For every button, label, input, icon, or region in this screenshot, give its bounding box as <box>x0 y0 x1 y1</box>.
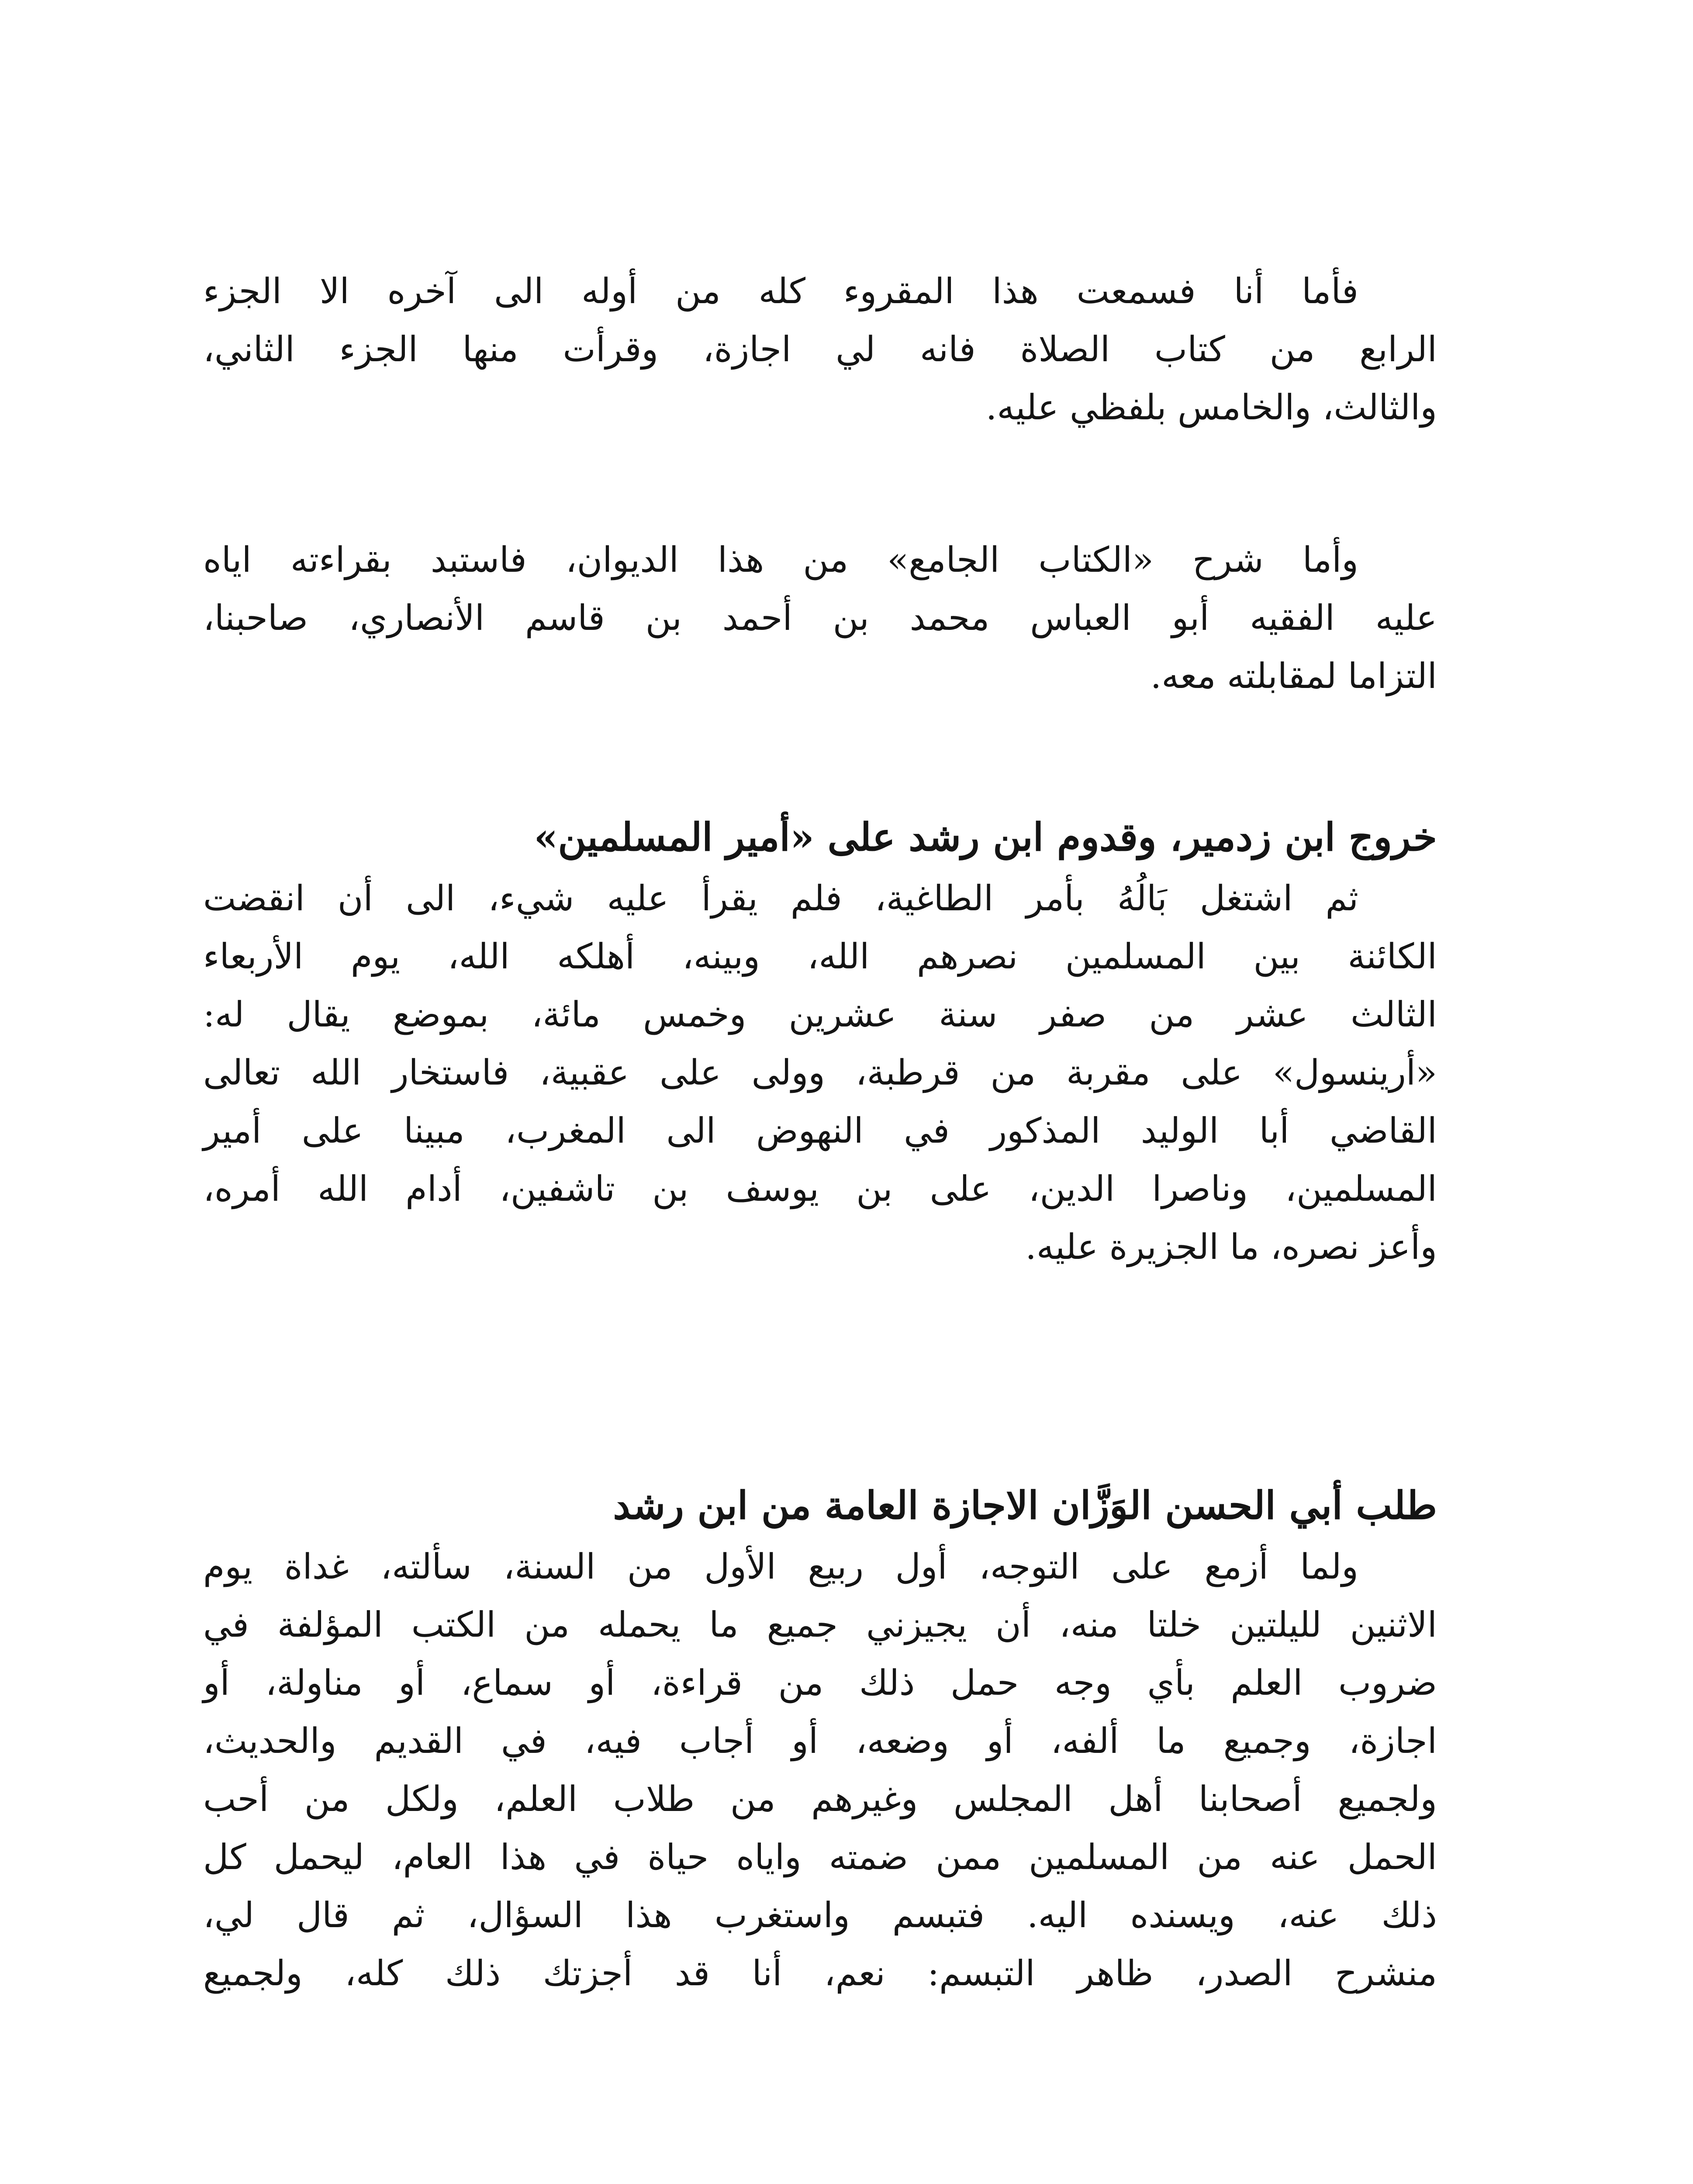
text-line: الحمل عنه من المسلمين ممن ضمته واياه حياة في هذا العام، ليحمل كل <box>203 1837 1437 1877</box>
text-line: الرابع من كتاب الصلاة فانه لي اجازة، وقرأت منها الجزء الثاني، <box>203 329 1437 370</box>
text-line: فأما أنا فسمعت هذا المقروء كله من أوله الى آخره الا الجزء <box>203 271 1358 311</box>
text-line: المسلمين، وناصرا الدين، على بن يوسف بن تاشفين، أدام الله أمره، <box>203 1168 1437 1209</box>
text-line: منشرح الصدر، ظاهر التبسم: نعم، أنا قد أجزتك ذلك كله، ولجميع <box>203 1953 1437 1994</box>
section-heading-2: طلب أبي الحسن الوَزَّان الاجازة العامة من ابن رشد <box>613 1482 1437 1528</box>
text-line: ولما أزمع على التوجه، أول ربيع الأول من السنة، سألته، غداة يوم <box>203 1546 1358 1587</box>
text-line: التزاما لمقابلته معه. <box>1150 656 1437 696</box>
text-line: ذلك عنه، ويسنده اليه. فتبسم واستغرب هذا السؤال، ثم قال لي، <box>203 1895 1437 1935</box>
text-line: اجازة، وجميع ما ألفه، أو وضعه، أو أجاب فيه، في القديم والحديث، <box>203 1721 1437 1761</box>
text-line: ضروب العلم بأي وجه حمل ذلك من قراءة، أو سماع، أو مناولة، أو <box>203 1662 1437 1703</box>
text-line: الثالث عشر من صفر سنة عشرين وخمس مائة، بموضع يقال له: <box>203 994 1437 1035</box>
text-line: ولجميع أصحابنا أهل المجلس وغيرهم من طلاب العلم، ولكل من أحب <box>203 1779 1437 1819</box>
paragraph-4 <box>203 1538 1437 2002</box>
paragraph-1 <box>203 262 1437 436</box>
text-line: القاضي أبا الوليد المذكور في النهوض الى المغرب، مبينا على أمير <box>203 1110 1437 1151</box>
text-line: والثالث، والخامس بلفظي عليه. <box>985 387 1437 428</box>
text-line: ثم اشتغل بَالُهُ بأمر الطاغية، فلم يقرأ عليه شيء، الى أن انقضت <box>203 878 1358 919</box>
text-line: «أرينسول» على مقربة من قرطبة، وولى على عقبية، فاستخار الله تعالى <box>203 1052 1437 1093</box>
text-line: وأعز نصره، ما الجزيرة عليه. <box>1025 1227 1437 1267</box>
text-line: الكائنة بين المسلمين نصرهم الله، وبينه، أهلكه الله، يوم الأربعاء <box>203 936 1437 977</box>
text-line: الاثنين لليلتين خلتا منه، أن يجيزني جميع ما يحمله من الكتب المؤلفة في <box>203 1604 1437 1645</box>
text-line: عليه الفقيه أبو العباس محمد بن أحمد بن قاسم الأنصاري، صاحبنا، <box>203 598 1437 638</box>
paragraph-2 <box>203 531 1437 705</box>
text-line: وأما شرح «الكتاب الجامع» من هذا الديوان، فاستبد بقراءته اياه <box>203 539 1358 580</box>
paragraph-3 <box>203 869 1437 1276</box>
section-heading-1: خروج ابن زدمير، وقدوم ابن رشد على «أمير المسلمين» <box>534 814 1437 860</box>
